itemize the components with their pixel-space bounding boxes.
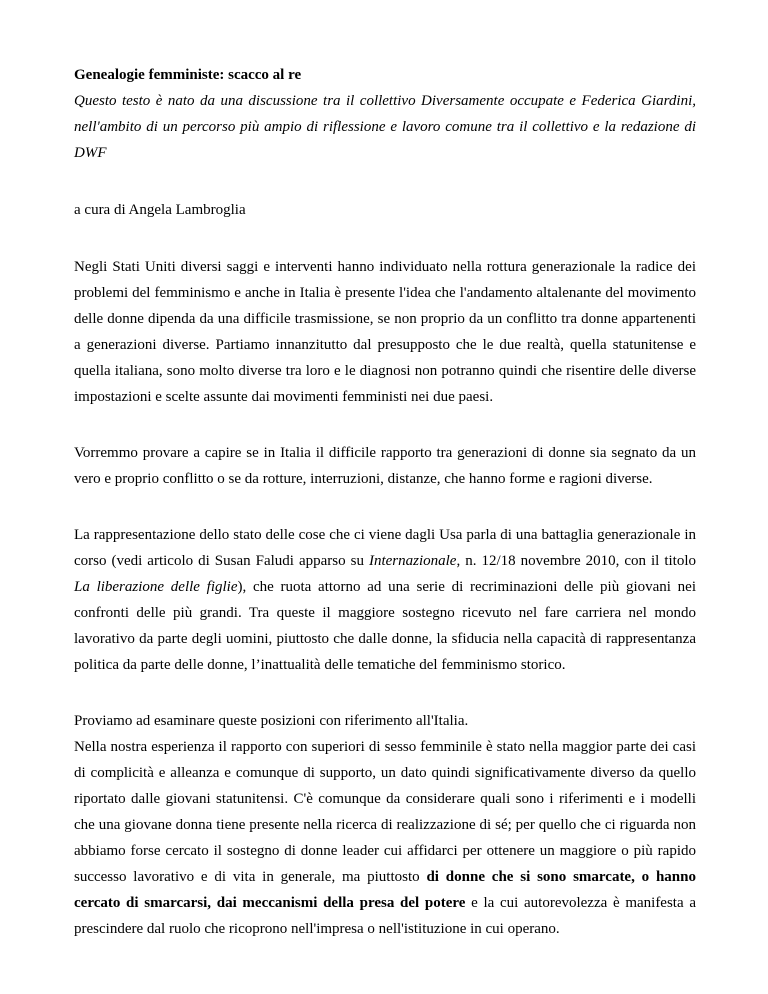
- magazine-title: Internazionale: [368, 553, 457, 569]
- paragraph-1: Negli Stati Uniti diversi saggi e interventi hanno individuato nella rottura generazionale la radice dei problemi del femminismo e anche in Italia è presente l'idea che l'andamento altalenante del movimento delle donne dipenda da una difficile trasmissione, se non proprio da un conflitto tra donne appartenenti a generazioni diverse. Partiamo innanzitutto dal presupposto che le due realtà, quella statunitense e quella italiana, sono molto diverse tra loro e le diagnosi non potranno quindi che risentire delle diverse impostazioni e scelte assunte dai movimenti femministi nei due paesi.: [74, 259, 696, 405]
- document-byline: a cura di Angela Lambroglia: [74, 202, 246, 218]
- paragraph-5-emphasis: di donne che si sono smarcate, o hanno cercato di smarcarsi, dai meccanismi della presa del potere: [74, 869, 696, 911]
- paragraph-4: Proviamo ad esaminare queste posizioni con riferimento all'Italia.: [74, 713, 469, 729]
- paragraph-3: [74, 522, 696, 678]
- document-page: [74, 62, 696, 942]
- paragraph-3-text-a: La rappresentazione dello stato delle cose che ci viene dagli Usa parla di una battaglia generazionale in corso (vedi articolo di Susan Faludi apparso su: [74, 527, 696, 569]
- paragraph-5-text-a: Nella nostra esperienza il rapporto con superiori di sesso femminile è stato nella maggior parte dei casi di complicità e alleanza e comunque di supporto, un dato quindi significativamente diverso da quello riportato dalle giovani statunitensi. C'è comunque da considerare quali sono i riferimenti e i modelli che una giovane donna tiene presente nella ricerca di realizzazione di sé; per quello che ci riguarda non abbiamo forse cercato il sostegno di donne leader cui affidarci per ottenere un maggiore o più rapido successo lavorativo e di vita in generale, ma piuttosto: [74, 739, 696, 885]
- paragraph-3-text-c: , n. 12/18 novembre 2010, con il titolo: [456, 553, 697, 569]
- paragraph-2: Vorremmo provare a capire se in Italia il difficile rapporto tra generazioni di donne sia segnato da un vero e proprio conflitto o se da rotture, interruzioni, distanze, che hanno forme e ragioni diverse.: [74, 445, 696, 487]
- paragraph-5-text-c: e la cui autorevolezza è manifesta a prescindere dal ruolo che ricoprono nell'impresa o nell'istituzione in cui operano.: [74, 895, 696, 937]
- document-title: Genealogie femministe: scacco al re: [74, 67, 302, 83]
- article-title: La liberazione delle figlie: [74, 579, 238, 595]
- paragraph-5: [74, 734, 696, 942]
- paragraph-3-text-e: ), che ruota attorno ad una serie di recriminazioni delle più giovani nei confronti delle più grandi. Tra queste il maggiore sostegno ricevuto nel fare carriera nel mondo lavorativo da parte degli uomini, piuttosto che dalle donne, la sfiducia nella capacità di rappresentanza politica da parte delle donne, l’inattualità delle tematiche del femminismo storico.: [74, 579, 696, 673]
- document-intro: Questo testo è nato da una discussione tra il collettivo Diversamente occupate e Federica Giardini, nell'ambito di un percorso più ampio di riflessione e lavoro comune tra il collettivo e la redazione di DWF: [74, 93, 696, 161]
